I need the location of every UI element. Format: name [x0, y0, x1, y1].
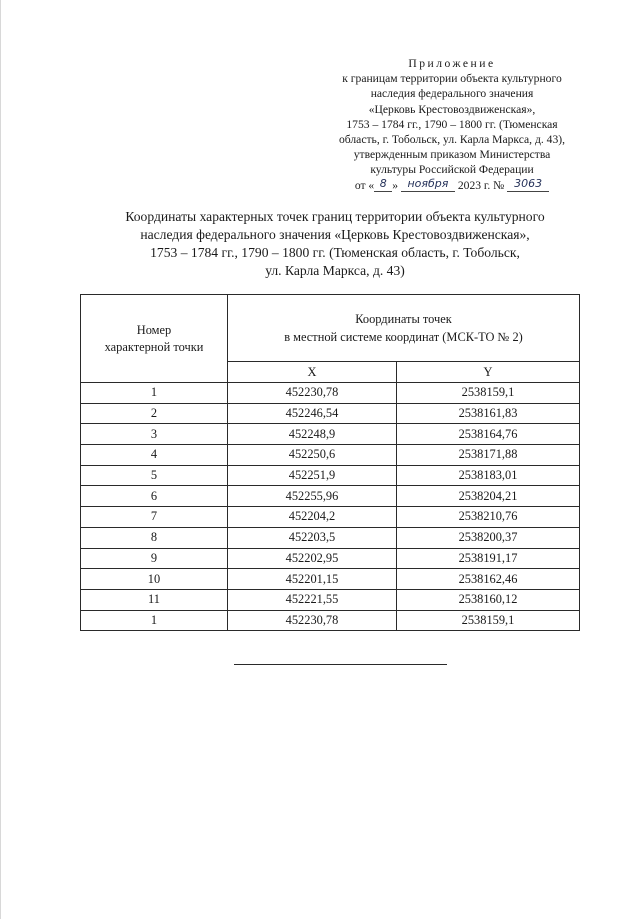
table-row — [81, 383, 580, 404]
cell-x: 452201,15 — [228, 569, 397, 590]
cell-point-number: 7 — [81, 507, 228, 528]
cell-y: 2538159,1 — [397, 610, 580, 631]
cell-y: 2538204,21 — [397, 486, 580, 507]
header-text: характерной точки — [104, 339, 204, 354]
date-suffix: 2023 г. № — [457, 178, 505, 192]
coordinates-table — [80, 294, 580, 631]
table-row — [81, 465, 580, 486]
cell-point-number: 1 — [81, 383, 228, 404]
cell-y: 2538183,01 — [397, 465, 580, 486]
cell-point-number: 11 — [81, 589, 228, 610]
cell-point-number: 4 — [81, 445, 228, 466]
cell-y: 2538160,12 — [397, 589, 580, 610]
cell-x: 452255,96 — [228, 486, 397, 507]
handwritten-day: 8 — [374, 176, 392, 192]
header-point-number — [81, 295, 228, 383]
cell-x: 452230,78 — [228, 383, 397, 404]
cell-x: 452230,78 — [228, 610, 397, 631]
cell-x: 452248,9 — [228, 424, 397, 445]
cell-x: 452250,6 — [228, 445, 397, 466]
cell-point-number: 1 — [81, 610, 228, 631]
cell-y: 2538164,76 — [397, 424, 580, 445]
table-body — [81, 383, 580, 631]
title-line: 1753 – 1784 гг., 1790 – 1800 гг. (Тюменская область, г. Тобольск, — [150, 245, 520, 260]
cell-x: 452246,54 — [228, 403, 397, 424]
appendix-line: утвержденным приказом Министерства — [353, 148, 551, 162]
table-row — [81, 486, 580, 507]
cell-x: 452202,95 — [228, 548, 397, 569]
cell-point-number: 6 — [81, 486, 228, 507]
cell-point-number: 9 — [81, 548, 228, 569]
appendix-line: наследия федерального значения — [370, 87, 534, 101]
cell-point-number: 2 — [81, 403, 228, 424]
table-row — [81, 445, 580, 466]
cell-y: 2538200,37 — [397, 527, 580, 548]
appendix-line: к границам территории объекта культурного — [342, 72, 562, 86]
date-mid: » — [392, 178, 399, 192]
appendix-block — [319, 56, 585, 194]
cell-y: 2538210,76 — [397, 507, 580, 528]
closing-line — [234, 664, 447, 665]
cell-point-number: 5 — [81, 465, 228, 486]
table-row — [81, 424, 580, 445]
appendix-line: «Церковь Крестовоздвиженская», — [368, 102, 536, 116]
header-coordinates — [228, 295, 580, 362]
date-prefix: от « — [354, 178, 375, 192]
table-row — [81, 589, 580, 610]
header-y: Y — [397, 362, 580, 383]
cell-x: 452251,9 — [228, 465, 397, 486]
appendix-date-line — [319, 178, 585, 194]
cell-y: 2538159,1 — [397, 383, 580, 404]
cell-y: 2538191,17 — [397, 548, 580, 569]
table-row — [81, 610, 580, 631]
title-line: ул. Карла Маркса, д. 43) — [265, 263, 405, 278]
cell-y: 2538162,46 — [397, 569, 580, 590]
header-x: X — [228, 362, 397, 383]
appendix-line: 1753 – 1784 гг., 1790 – 1800 гг. (Тюменская — [346, 117, 558, 131]
document-title — [61, 208, 609, 280]
table-row — [81, 527, 580, 548]
cell-point-number: 3 — [81, 424, 228, 445]
title-line: наследия федерального значения «Церковь Крестовоздвиженская», — [140, 227, 530, 242]
header-text: Номер — [136, 322, 172, 337]
cell-y: 2538171,88 — [397, 445, 580, 466]
handwritten-month: ноября — [401, 176, 455, 192]
header-text: в местной системе координат (МСК-ТО № 2) — [284, 330, 523, 344]
table-row — [81, 569, 580, 590]
handwritten-order-number: 3063 — [507, 176, 549, 192]
cell-point-number: 10 — [81, 569, 228, 590]
cell-x: 452221,55 — [228, 589, 397, 610]
cell-x: 452204,2 — [228, 507, 397, 528]
appendix-line: культуры Российской Федерации — [370, 163, 534, 177]
header-text: Координаты точек — [355, 312, 452, 326]
cell-x: 452203,5 — [228, 527, 397, 548]
appendix-line: область, г. Тобольск, ул. Карла Маркса, д. 43), — [338, 133, 566, 147]
table-row — [81, 403, 580, 424]
table-header-row — [81, 295, 580, 362]
table-row — [81, 507, 580, 528]
appendix-heading: Приложение — [408, 57, 496, 70]
cell-point-number: 8 — [81, 527, 228, 548]
title-line: Координаты характерных точек границ территории объекта культурного — [125, 209, 545, 224]
cell-y: 2538161,83 — [397, 403, 580, 424]
table-row — [81, 548, 580, 569]
